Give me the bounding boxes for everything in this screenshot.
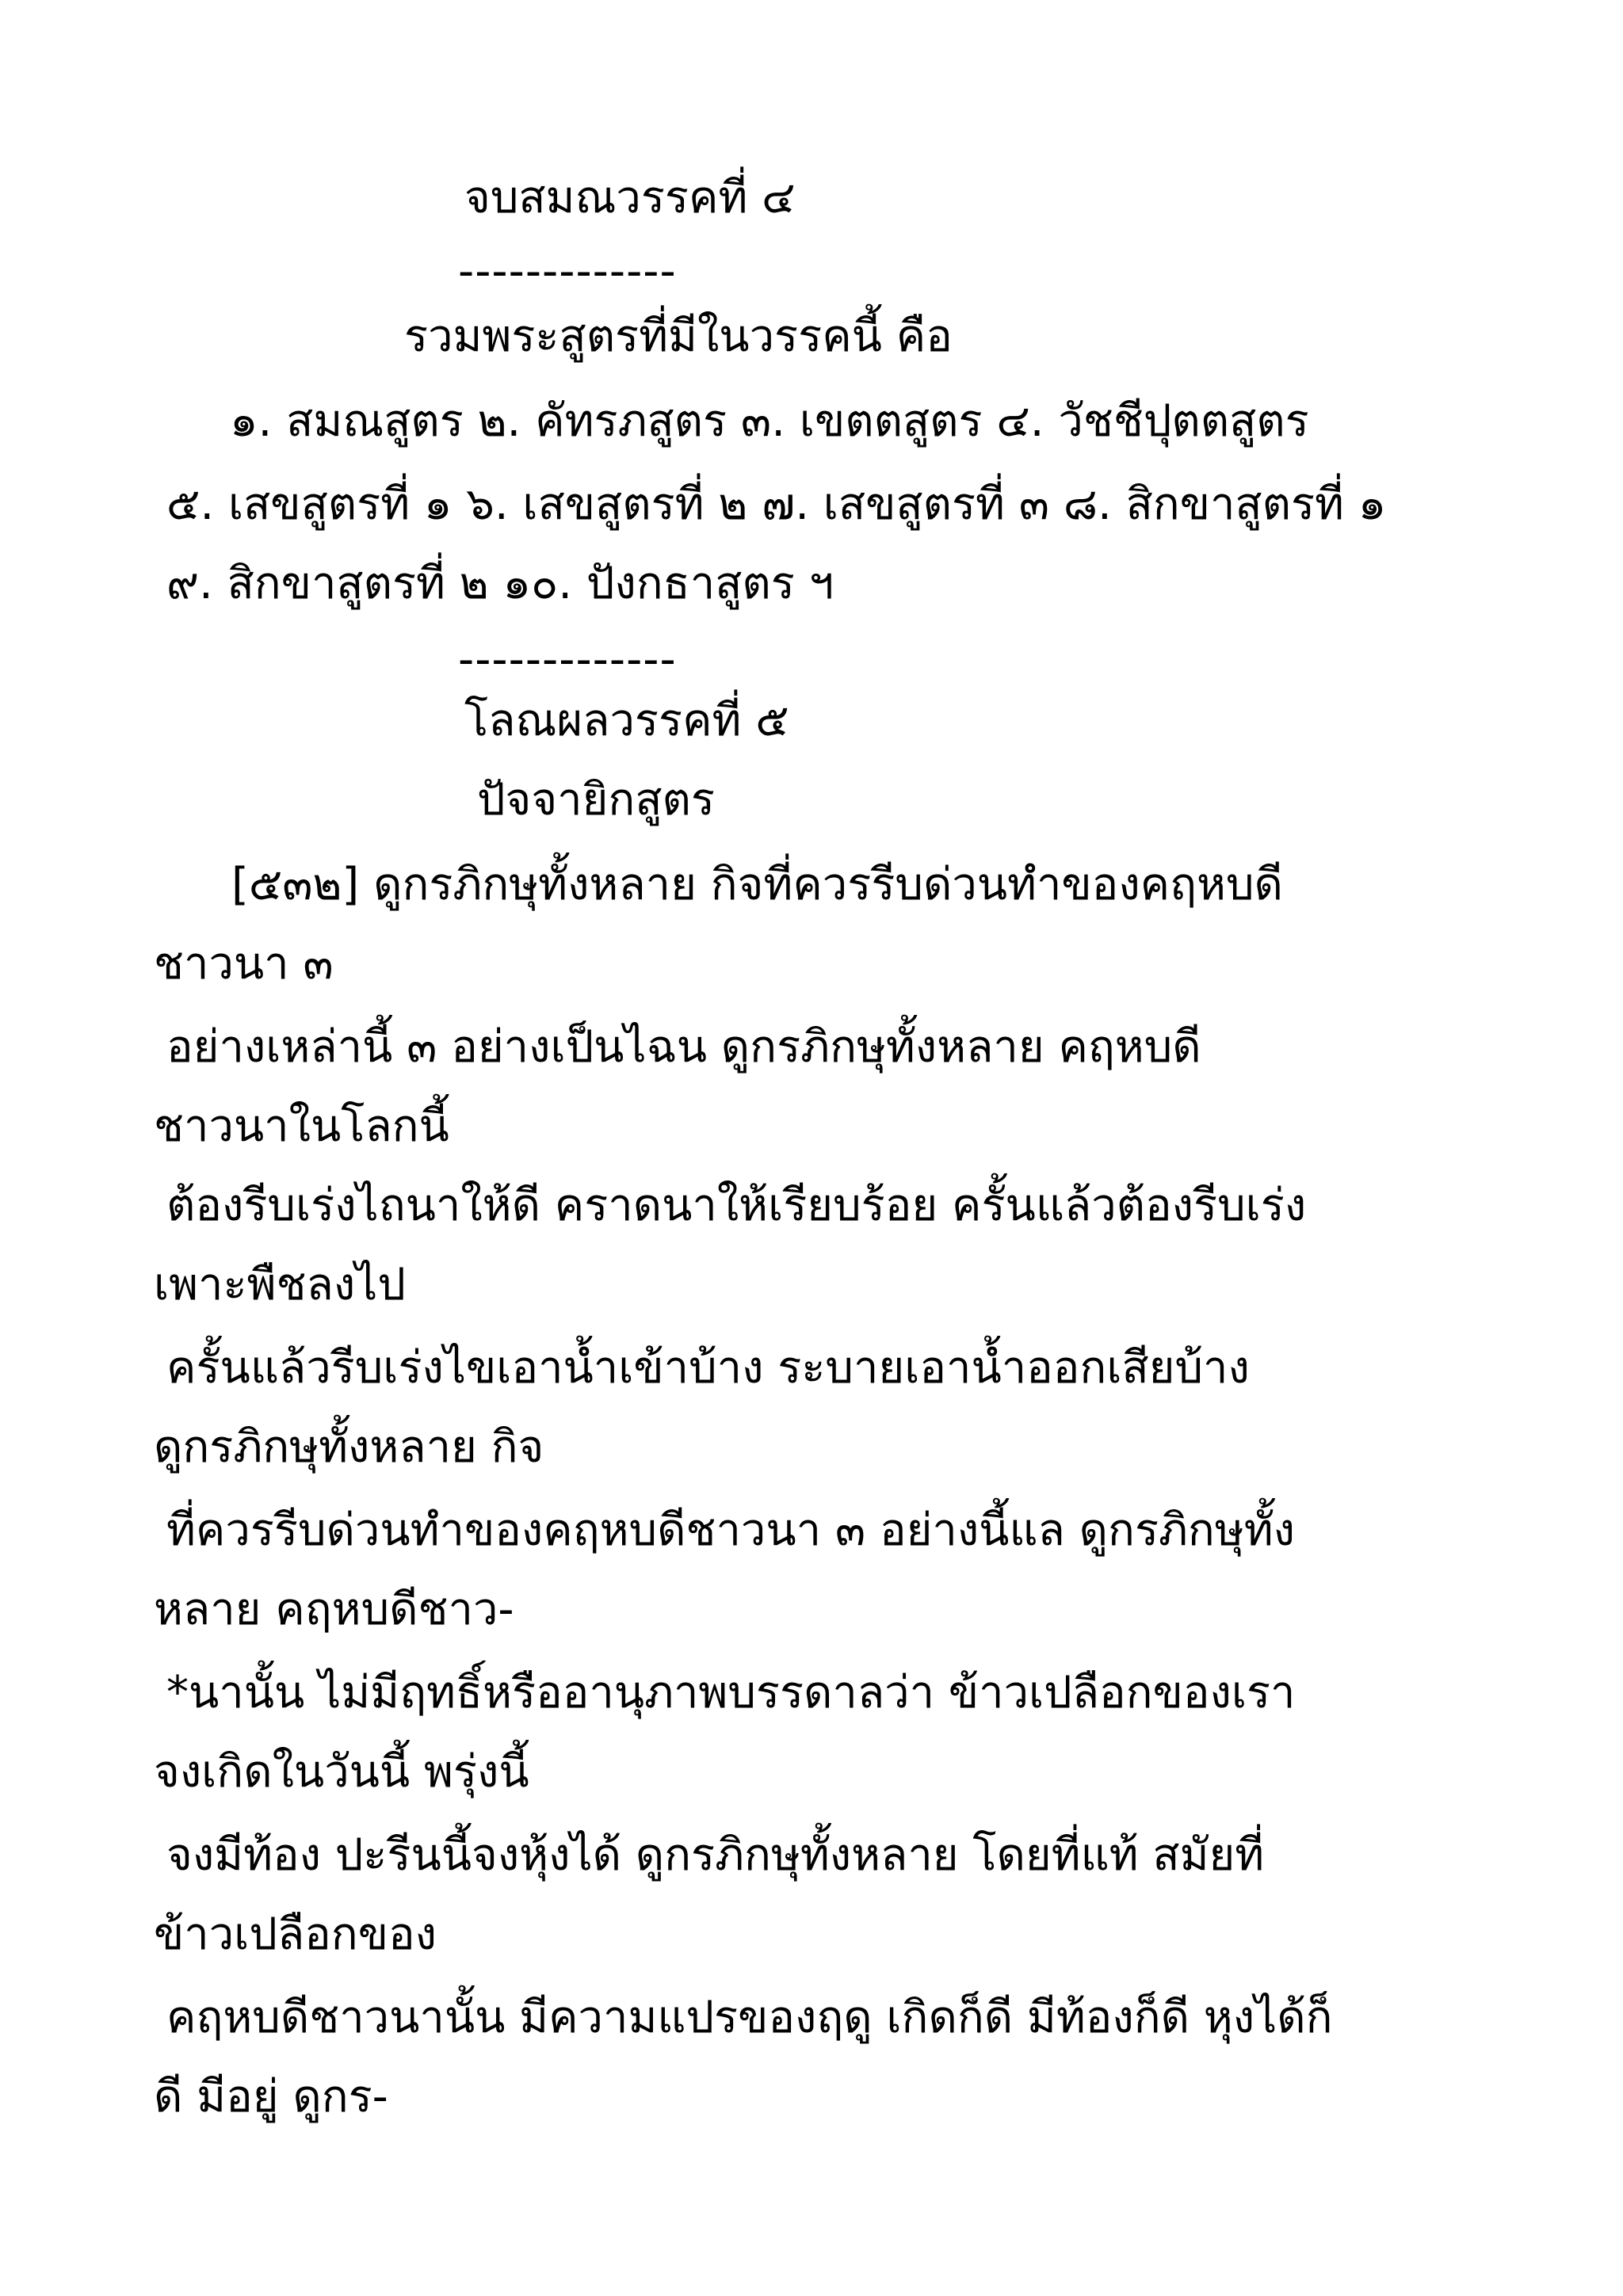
body-line: [๕๓๒] ดูกรภิกษุทั้งหลาย กิจที่ควรรีบด่วนทำของคฤหบดี xyxy=(231,859,1283,910)
body-line: ที่ควรรีบด่วนทำของคฤหบดีชาวนา ๓ อย่างนี้แล ดูกรภิกษุทั้ง xyxy=(166,1505,1296,1556)
body-line: คฤหบดีชาวนานั้น มีความแปรของฤดู เกิดก็ดี มีท้องก็ดี หุงได้ก็ xyxy=(166,1992,1333,2043)
sutta-title: ปัจจายิกสูตร xyxy=(477,774,715,826)
body-line: จงเกิดในวันนี้ พรุ่งนี้ xyxy=(154,1746,529,1798)
separator-2: ------------- xyxy=(458,634,677,685)
end-heading: จบสมณวรรคที่ ๔ xyxy=(464,172,796,223)
body-line: ดี มีอยู่ ดูกร- xyxy=(154,2071,388,2122)
summary-line: ๙. สิกขาสูตรที่ ๒ ๑๐. ปังกธาสูตร ฯ xyxy=(166,558,834,609)
body-line: จงมีท้อง ปะรีนนี้จงหุ้งได้ ดูกรภิกษุทั้งหลาย โดยที่แท้ สมัยที่ xyxy=(166,1829,1265,1881)
chapter-heading: โลณผลวรรคที่ ๕ xyxy=(464,695,789,746)
body-line: ชาวนาในโลกนี้ xyxy=(154,1100,449,1152)
summary-line: ๑. สมณสูตร ๒. คัทรภสูตร ๓. เขตตสูตร ๔. วัชชีปุตตสูตร xyxy=(230,395,1309,447)
summary-line: ๕. เสขสูตรที่ ๑ ๖. เสขสูตรที่ ๒ ๗. เสขสูตรที่ ๓ ๘. สิกขาสูตรที่ ๑ xyxy=(166,479,1387,530)
summary-heading: รวมพระสูตรที่มีในวรรคนี้ คือ xyxy=(404,311,953,362)
body-line: อย่างเหล่านี้ ๓ อย่างเป็นไฉน ดูกรภิกษุทั้งหลาย คฤหบดี xyxy=(166,1021,1201,1073)
body-line: เพาะพืชลงไป xyxy=(154,1259,406,1310)
body-line: ชาวนา ๓ xyxy=(154,938,334,990)
separator-1: ------------- xyxy=(458,246,677,297)
body-line: หลาย คฤหบดีชาว- xyxy=(154,1584,514,1635)
body-line: ดูกรภิกษุทั้งหลาย กิจ xyxy=(154,1421,544,1473)
body-line: ข้าวเปลือกของ xyxy=(154,1909,437,1960)
body-line: ต้องรีบเร่งไถนาให้ดี คราดนาให้เรียบร้อย ครั้นแล้วต้องรีบเร่ง xyxy=(166,1180,1307,1231)
body-line: ครั้นแล้วรีบเร่งไขเอาน้ำเข้าบ้าง ระบายเอาน้ำออกเสียบ้าง xyxy=(166,1342,1250,1394)
body-line: *นานั้น ไม่มีฤทธิ์หรืออานุภาพบรรดาลว่า ข้าวเปลือกของเรา xyxy=(166,1667,1296,1718)
